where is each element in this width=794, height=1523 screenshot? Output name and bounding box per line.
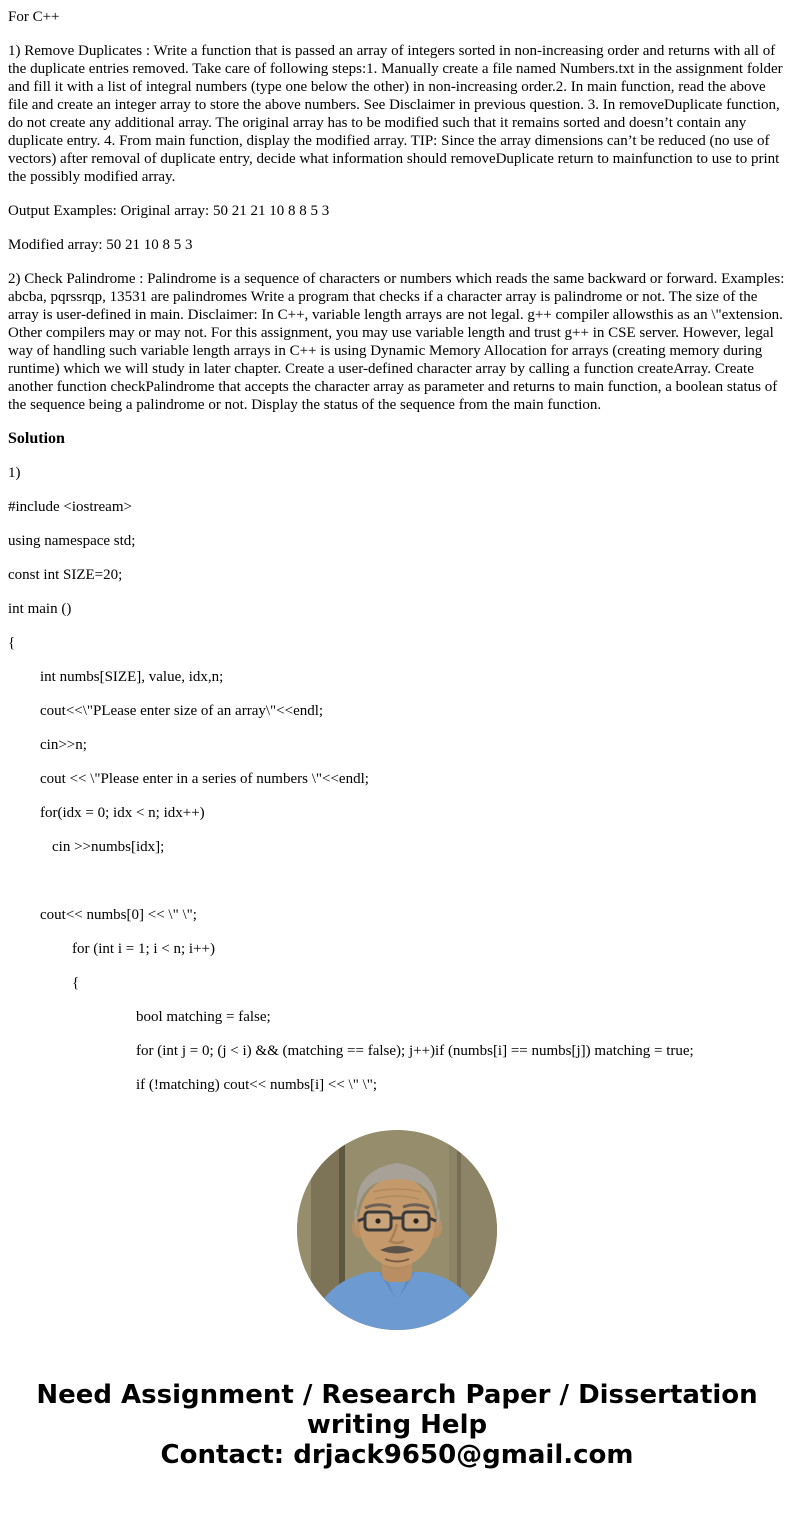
portrait-photo xyxy=(297,1130,497,1330)
code-line: bool matching = false; xyxy=(136,1009,271,1025)
code-line: cin >>numbs[idx]; xyxy=(52,839,165,855)
footer-banner xyxy=(8,1380,786,1470)
code-line: cout<< numbs[0] << \" \"; xyxy=(40,907,197,923)
code-line: int main () xyxy=(8,601,72,617)
question-2-text: 2) Check Palindrome : Palindrome is a sequence of characters or numbers which reads the same backward or forward. Examples: abcba, pqrssrqp, 13531 are palindromes Write a program that checks if a character array is palindrome or not. The size of the array is user-defined in main. Disclaimer: In C++, variable length arrays are not legal. g++ compiler allowsthis as an \"extension. Other compilers may or may not. For this assignment, you may use variable length and trust g++ in CSE server. However, legal way of handling such variable length arrays in C++ is using Dynamic Memory Allocation for arrays (creating memory during runtime) which we will study in later chapter. Create a user-defined character array by calling a function createArray. Create another function checkPalindrome that accepts the character array as parameter and returns to main function, a boolean status of the sequence being a palindrome or not. Display the status of the sequence from the main function. xyxy=(8,271,785,413)
portrait-illustration xyxy=(297,1130,497,1330)
code-line: { xyxy=(8,635,16,651)
code-line: cout << \"Please enter in a series of numbers \"<<endl; xyxy=(40,771,369,787)
code-line: using namespace std; xyxy=(8,533,136,549)
solution-number: 1) xyxy=(8,465,21,481)
code-line: cin>>n; xyxy=(40,737,87,753)
code-line: for (int j = 0; (j < i) && (matching == false); j++)if (numbs[i] == numbs[j]) matching = true; xyxy=(136,1043,694,1059)
modified-array-text: Modified array: 50 21 10 8 5 3 xyxy=(8,237,193,253)
code-line: cout<<\"PLease enter size of an array\"<<endl; xyxy=(40,703,324,719)
solution-heading: Solution xyxy=(8,430,65,447)
output-example-text: Output Examples: Original array: 50 21 21 10 8 8 5 3 xyxy=(8,203,330,219)
code-line: for (int i = 1; i < n; i++) xyxy=(72,941,215,957)
code-blank-line xyxy=(40,872,786,890)
code-line: const int SIZE=20; xyxy=(8,567,123,583)
code-line: if (!matching) cout<< numbs[i] << \" \"; xyxy=(136,1077,378,1093)
footer-line-2: writing Help xyxy=(306,1410,488,1440)
code-line: { xyxy=(72,975,80,991)
code-block xyxy=(8,498,786,1094)
code-line: for(idx = 0; idx < n; idx++) xyxy=(40,805,205,821)
code-line: int numbs[SIZE], value, idx,n; xyxy=(40,669,224,685)
footer-line-1: Need Assignment / Research Paper / Dissertation xyxy=(36,1380,758,1410)
code-line: #include <iostream> xyxy=(8,499,132,515)
footer-contact-email: Contact: drjack9650@gmail.com xyxy=(160,1440,634,1470)
question-1-text: 1) Remove Duplicates : Write a function that is passed an array of integers sorted in non-increasing order and returns with all of the duplicate entries removed. Take care of following steps:1. Manually create a file named Numbers.txt in the assignment folder and fill it with a list of integral numbers (type one below the other) in non-increasing order.2. In main function, read the above file and create an integer array to store the above numbers. See Disclaimer in previous question. 3. In removeDuplicate function, do not create any additional array. The original array has to be modified such that it remains sorted and doesn’t contain any duplicate entry. 4. From main function, display the modified array. TIP: Since the array dimensions can’t be reduced (no use of vectors) after removal of duplicate entry, decide what information should removeDuplicate return to mainfunction to use to print the possibly modified array. xyxy=(8,43,783,185)
doc-title: For C++ xyxy=(8,9,60,25)
